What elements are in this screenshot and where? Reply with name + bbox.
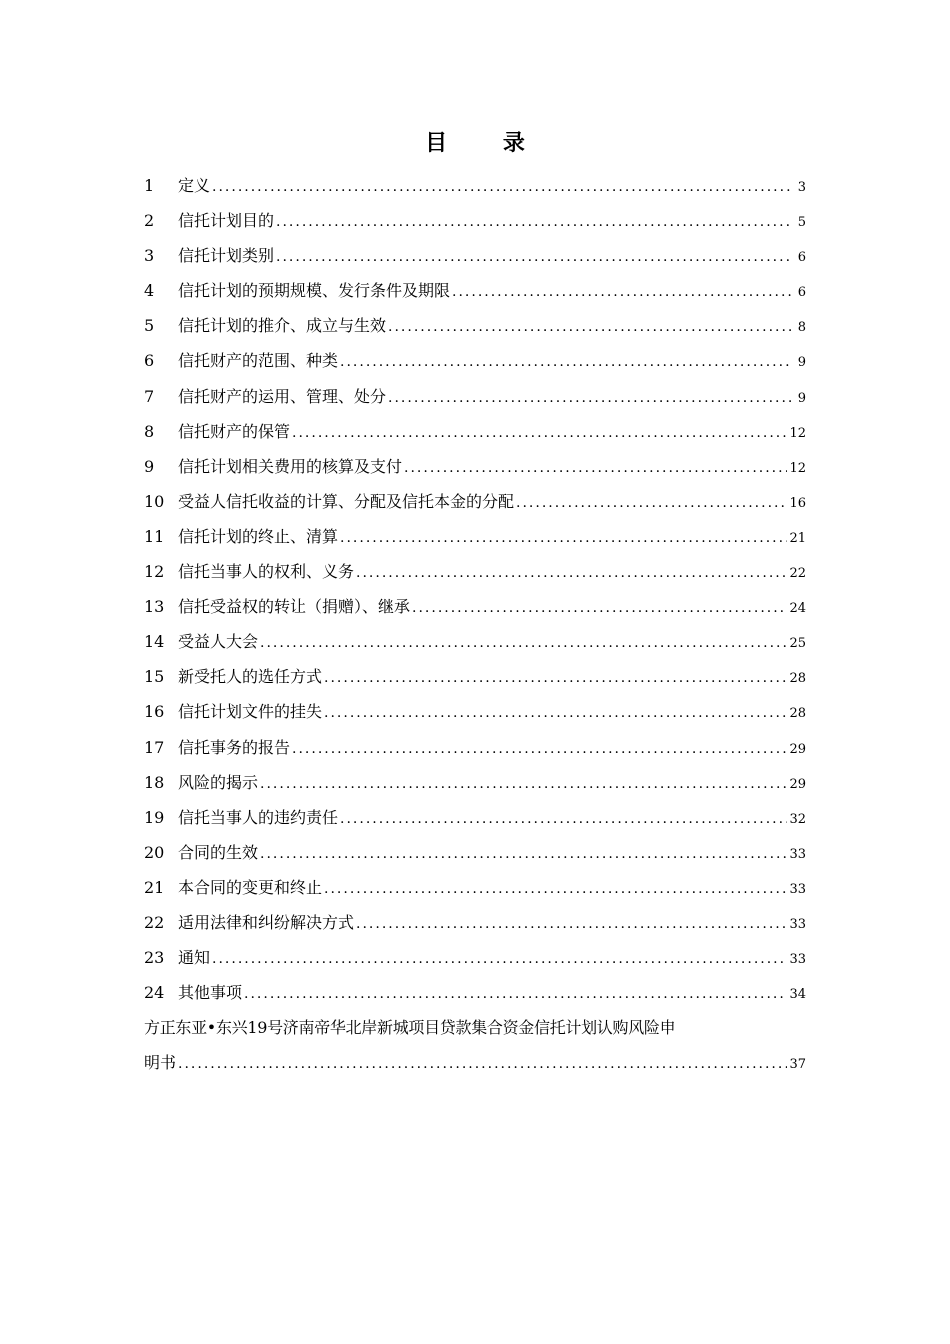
toc-entry-number: 14 (144, 632, 165, 652)
toc-leader-dots (356, 916, 787, 932)
toc-entry-number: 20 (144, 842, 165, 862)
toc-leader-dots (356, 565, 787, 581)
toc-entry-label: 适用法律和纠纷解决方式 (178, 912, 355, 932)
toc-entry-label: 信托财产的范围、种类 (178, 351, 339, 371)
toc-entry[interactable] (144, 384, 806, 419)
toc-entry[interactable] (144, 664, 806, 699)
toc-entry[interactable] (144, 629, 806, 664)
toc-entry-label: 信托计划的终止、清算 (178, 526, 339, 546)
toc-leader-dots (324, 705, 787, 721)
toc-leader-dots (324, 881, 787, 897)
toc-entry-label: 风险的揭示 (178, 772, 259, 792)
toc-entry-number: 6 (144, 351, 155, 371)
toc-entry[interactable] (144, 699, 806, 734)
toc-entry[interactable] (144, 910, 806, 945)
toc-entry-page: 25 (789, 636, 806, 652)
toc-entry[interactable] (144, 313, 806, 348)
toc-leader-dots (260, 846, 787, 862)
toc-entry-page: 33 (789, 881, 806, 897)
toc-entry-number: 5 (144, 316, 155, 336)
toc-entry-page: 12 (789, 425, 806, 441)
toc-entry-number: 7 (144, 386, 155, 406)
toc-leader-dots (212, 951, 787, 967)
toc-entry[interactable] (144, 559, 806, 594)
toc-entry-number: 10 (144, 491, 165, 511)
toc-entry[interactable] (144, 489, 806, 524)
toc-leader-dots (516, 495, 787, 511)
toc-entry-number: 2 (144, 211, 155, 231)
toc-entry-number: 19 (144, 807, 165, 827)
toc-list (144, 173, 806, 1015)
toc-leader-dots (412, 600, 787, 616)
toc-entry-label: 信托受益权的转让（捐赠）、继承 (178, 597, 411, 617)
toc-final-entry-label-line2: 明书 (144, 1053, 177, 1072)
toc-leader-dots (340, 530, 787, 546)
toc-entry[interactable] (144, 278, 806, 313)
toc-entry-page: 32 (789, 811, 806, 827)
toc-entry-label: 信托计划的推介、成立与生效 (178, 316, 387, 336)
toc-entry-label: 本合同的变更和终止 (178, 877, 323, 897)
toc-entry-page: 6 (797, 285, 806, 301)
toc-final-entry-label-line1: 方正东亚•东兴19号济南帝华北岸新城项目贷款集合资金信托计划认购风险申 (144, 1018, 676, 1037)
toc-entry-label: 受益人信托收益的计算、分配及信托本金的分配 (178, 491, 515, 511)
toc-entry-page: 16 (789, 495, 806, 511)
toc-leader-dots (388, 319, 792, 335)
toc-entry-label: 信托当事人的权利、义务 (178, 562, 355, 582)
toc-entry-label: 信托计划的预期规模、发行条件及期限 (178, 281, 451, 301)
toc-leader-dots (212, 179, 792, 195)
toc-entry[interactable] (144, 945, 806, 980)
toc-entry-page: 3 (797, 180, 806, 195)
toc-entry-page: 9 (797, 355, 806, 371)
toc-entry-page: 28 (789, 671, 806, 687)
toc-entry-number: 8 (144, 421, 155, 441)
toc-entry-label: 信托事务的报告 (178, 737, 291, 757)
toc-entry-number: 18 (144, 772, 165, 792)
toc-entry[interactable] (144, 770, 806, 805)
toc-leader-dots (324, 670, 787, 686)
toc-entry[interactable] (144, 454, 806, 489)
toc-entry-number: 13 (144, 597, 165, 617)
toc-leader-dots (388, 390, 792, 406)
toc-entry[interactable] (144, 524, 806, 559)
toc-entry[interactable] (144, 208, 806, 243)
toc-leader-dots (260, 776, 787, 792)
toc-entry[interactable] (144, 594, 806, 629)
toc-entry-label: 信托财产的保管 (178, 421, 291, 441)
toc-entry-number: 3 (144, 246, 155, 266)
toc-entry-label: 定义 (178, 176, 211, 195)
toc-entry-number: 22 (144, 912, 165, 932)
toc-entry-label: 通知 (178, 948, 211, 968)
toc-entry-label: 信托财产的运用、管理、处分 (178, 386, 387, 406)
toc-entry[interactable] (144, 173, 806, 208)
toc-entry-label: 信托计划类别 (178, 246, 275, 266)
toc-leader-dots (276, 249, 792, 265)
toc-entry-page: 6 (797, 250, 806, 266)
toc-entry-label: 合同的生效 (178, 842, 259, 862)
toc-leader-dots (452, 284, 792, 300)
toc-entry-number: 11 (144, 526, 165, 546)
toc-entry-page: 8 (797, 320, 806, 336)
toc-leader-dots (260, 635, 787, 651)
toc-entry[interactable] (144, 243, 806, 278)
toc-entry[interactable] (144, 348, 806, 383)
toc-leader-dots (244, 986, 787, 1002)
toc-entry[interactable] (144, 840, 806, 875)
toc-entry-number: 4 (144, 281, 155, 301)
toc-entry[interactable] (144, 735, 806, 770)
toc-entry-number: 16 (144, 702, 165, 722)
toc-entry-page: 9 (797, 390, 806, 406)
toc-title: 目 录 (425, 130, 549, 156)
toc-entry-page: 33 (789, 846, 806, 862)
toc-leader-dots (340, 354, 792, 370)
toc-leader-dots (340, 811, 787, 827)
toc-entry-number: 17 (144, 737, 165, 757)
toc-entry-page: 34 (789, 987, 806, 1003)
toc-leader-dots (404, 460, 787, 476)
toc-entry-number: 9 (144, 456, 155, 476)
toc-entry-page: 12 (789, 460, 806, 476)
toc-entry-number: 12 (144, 562, 165, 582)
toc-entry-label: 信托计划文件的挂失 (178, 702, 323, 722)
toc-leader-dots (292, 741, 787, 757)
toc-entry-number: 23 (144, 948, 165, 968)
toc-entry-label: 信托当事人的违约责任 (178, 807, 339, 827)
toc-entry[interactable] (144, 875, 806, 910)
toc-entry-page: 29 (789, 776, 806, 792)
toc-entry[interactable] (144, 419, 806, 454)
toc-entry-number: 15 (144, 667, 165, 687)
toc-entry-page: 5 (797, 215, 806, 231)
toc-entry-label: 其他事项 (178, 983, 243, 1003)
toc-final-entry-page: 37 (789, 1057, 806, 1072)
toc-final-entry[interactable] (144, 1015, 806, 1085)
toc-entry-page: 33 (789, 916, 806, 932)
toc-entry-label: 新受托人的选任方式 (178, 667, 323, 687)
toc-entry-number: 24 (144, 983, 165, 1003)
toc-entry-page: 21 (789, 530, 806, 546)
toc-entry-page: 33 (789, 952, 806, 968)
toc-entry-label: 受益人大会 (178, 632, 259, 652)
toc-entry-number: 21 (144, 877, 165, 897)
toc-entry-page: 29 (789, 741, 806, 757)
toc-entry-page: 22 (789, 566, 806, 582)
toc-entry-page: 28 (789, 706, 806, 722)
toc-entry[interactable] (144, 805, 806, 840)
toc-entry-label: 信托计划目的 (178, 211, 275, 231)
toc-leader-dots (178, 1056, 787, 1072)
toc-entry-label: 信托计划相关费用的核算及支付 (178, 456, 403, 476)
toc-leader-dots (292, 425, 787, 441)
toc-leader-dots (276, 214, 792, 230)
toc-entry-number: 1 (144, 176, 155, 195)
toc-entry-page: 24 (789, 601, 806, 617)
toc-entry[interactable] (144, 980, 806, 1015)
